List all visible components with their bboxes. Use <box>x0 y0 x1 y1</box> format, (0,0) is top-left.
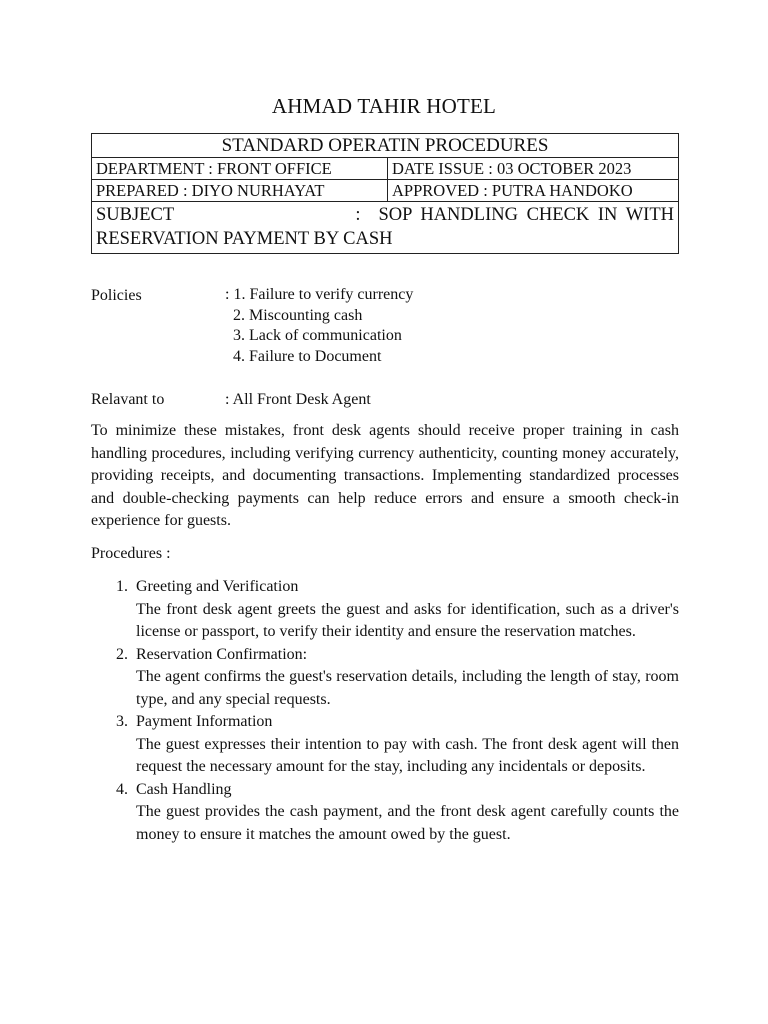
procedure-text: The front desk agent greets the guest and asks for identification, such as a driver's license or passport, to verify their identity and ensure the reservation matches. <box>136 600 679 640</box>
intro-paragraph: To minimize these mistakes, front desk agents should receive proper training in cash handling procedures, including verifying currency authenticity, counting money accurately, providing receipts, and documenting transactions. Implementing standardized processes and double-checking payments can help reduce errors and ensure a smooth check-in experience for guests. <box>91 422 679 529</box>
policies-label: Policies <box>91 287 142 304</box>
policy-item: 3. Lack of communication <box>233 327 402 344</box>
sop-title: STANDARD OPERATIN PROCEDURES <box>92 134 679 158</box>
procedure-title: Reservation Confirmation: <box>136 645 308 663</box>
procedure-item <box>91 576 679 644</box>
policies-section <box>91 285 679 367</box>
procedures-heading: Procedures : <box>91 545 171 562</box>
department-cell: DEPARTMENT : FRONT OFFICE <box>92 158 388 180</box>
policy-item: 2. Miscounting cash <box>233 306 363 324</box>
procedure-text: The agent confirms the guest's reservation details, including the length of stay, room type, and any special requests. <box>136 668 679 708</box>
date-issue-cell: DATE ISSUE : 03 OCTOBER 2023 <box>388 158 679 180</box>
relevant-label: Relavant to <box>91 391 165 408</box>
policies-list <box>225 285 413 367</box>
procedure-text: The guest expresses their intention to pay with cash. The front desk agent will then request the necessary amount for the stay, including any incidentals or deposits. <box>136 735 679 775</box>
prepared-cell: PREPARED : DIYO NURHAYAT <box>92 180 388 202</box>
policy-item: : 1. Failure to verify currency <box>225 286 414 303</box>
subject-line-2: RESERVATION PAYMENT BY CASH <box>96 229 393 249</box>
procedure-item <box>91 644 679 712</box>
procedure-title: Cash Handling <box>136 780 232 798</box>
procedure-title: Greeting and Verification <box>136 578 299 595</box>
subject-colon: : <box>355 205 361 225</box>
subject-cell <box>92 202 679 254</box>
policy-item: 4. Failure to Document <box>233 347 382 365</box>
procedures-list <box>91 576 679 846</box>
sop-header-table <box>91 133 679 254</box>
procedure-title: Payment Information <box>136 713 273 730</box>
procedure-number: 1. <box>116 578 128 595</box>
procedure-text: The guest provides the cash payment, and the front desk agent carefully counts the money to ensure it matches the amount owed by the guest. <box>136 803 679 843</box>
subject-line-1: SOP HANDLING CHECK IN WITH <box>378 205 674 225</box>
approved-cell: APPROVED : PUTRA HANDOKO <box>388 180 679 202</box>
relevant-section <box>91 389 679 412</box>
procedure-number: 2. <box>116 645 128 663</box>
relevant-value: : All Front Desk Agent <box>225 391 371 408</box>
hotel-name: AHMAD TAHIR HOTEL <box>271 94 497 118</box>
procedure-number: 3. <box>116 713 128 730</box>
procedure-item <box>91 779 679 847</box>
subject-label: SUBJECT <box>96 205 175 225</box>
procedure-item <box>91 711 679 779</box>
procedure-number: 4. <box>116 780 128 798</box>
